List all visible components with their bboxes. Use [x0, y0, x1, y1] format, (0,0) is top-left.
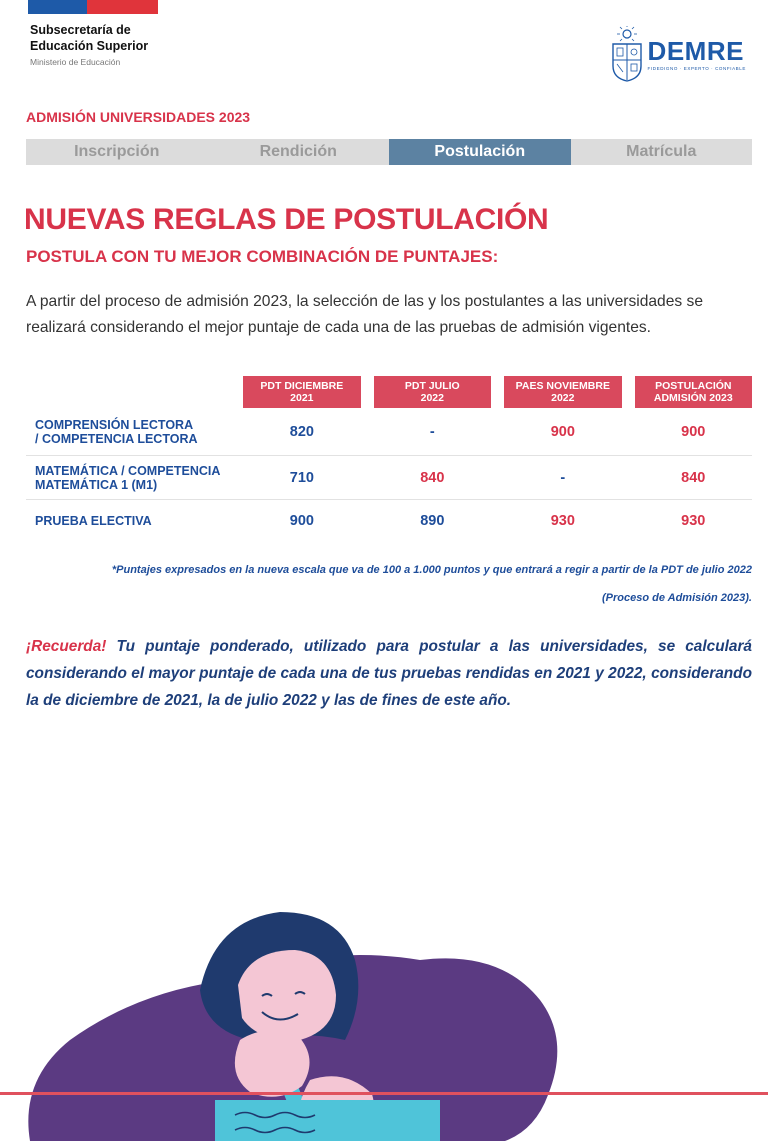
- reminder-text: Tu puntaje ponderado, utilizado para postular a las universidades, se calculará considerando el mayor puntaje de cada una de tus pruebas rendidas en 2021 y 2022, considerando la de diciembre de 2021, la de julio 2022 y las de fines de este año.: [26, 638, 752, 709]
- demre-logo: [610, 26, 746, 82]
- university-shield-icon: [610, 26, 644, 82]
- table-cell: -: [560, 469, 566, 486]
- scale-footnote: [12, 556, 752, 612]
- admission-title: ADMISIÓN UNIVERSIDADES 2023: [26, 109, 251, 125]
- reminder-paragraph: [26, 633, 752, 714]
- footnote-line-2: (Proceso de Admisión 2023).: [602, 592, 752, 604]
- footnote-line-1: *Puntajes expresados en la nueva escala que va de 100 a 1.000 puntos y que entrará a regir a partir de la PDT de julio 2022: [111, 564, 752, 576]
- ministry-line-2: Educación Superior: [30, 39, 149, 53]
- column-header: POSTULACIÓN ADMISIÓN 2023: [635, 376, 752, 408]
- column-header: PDT DICIEMBRE 2021: [243, 376, 360, 408]
- ministry-block: [30, 22, 148, 67]
- intro-paragraph: A partir del proceso de admisión 2023, la selección de las y los postulantes a las universidades se realizará considerando el mejor puntaje de cada una de las pruebas de admisión vigentes.: [26, 293, 703, 336]
- page-title: NUEVAS REGLAS DE POSTULACIÓN: [24, 203, 549, 236]
- row-label: COMPRENSIÓN LECTORA / COMPETENCIA LECTORA: [35, 417, 198, 446]
- step-inscripcion: Inscripción: [74, 143, 160, 160]
- table-cell: 820: [289, 423, 314, 440]
- process-steps: [26, 139, 752, 165]
- baseline-rule: [0, 1092, 768, 1095]
- step-rendicion: Rendición: [259, 143, 337, 160]
- table-cell: 930: [681, 513, 706, 529]
- table-cell: 710: [289, 469, 314, 486]
- table-row: [26, 408, 752, 456]
- table-cell: 900: [289, 513, 314, 529]
- column-header: PAES NOVIEMBRE 2022: [504, 376, 621, 408]
- step-matricula: Matrícula: [626, 143, 697, 160]
- table-cell: 840: [681, 469, 706, 486]
- logo-name: DEMRE: [647, 35, 744, 66]
- table-header: [26, 376, 752, 408]
- table-cell: 900: [681, 423, 706, 440]
- logo-tagline: FIDEDIGNO · EXPERTO · CONFIABLE: [647, 65, 746, 71]
- table-row: [26, 456, 752, 500]
- row-label: PRUEBA ELECTIVA: [35, 514, 152, 528]
- table-cell: 930: [550, 513, 575, 529]
- reminder-highlight: ¡Recuerda!: [26, 638, 107, 655]
- column-header: PDT JULIO 2022: [374, 376, 491, 408]
- step-postulacion: Postulación: [389, 139, 571, 165]
- ministry-line-1: Subsecretaría de: [30, 23, 131, 37]
- page-subtitle: POSTULA CON TU MEJOR COMBINACIÓN DE PUNTAJES:: [26, 247, 499, 266]
- table-cell: 840: [420, 469, 445, 486]
- table-row: [26, 500, 752, 542]
- row-label: MATEMÁTICA / COMPETENCIA MATEMÁTICA 1 (M1): [35, 463, 221, 492]
- table-cell: -: [429, 423, 435, 440]
- table-cell: 890: [420, 513, 445, 529]
- scores-table: [26, 376, 752, 542]
- flag-bar: [28, 0, 158, 14]
- student-writing-illustration: [0, 890, 768, 1141]
- ministry-line-3: Ministerio de Educación: [30, 57, 121, 67]
- table-cell: 900: [550, 423, 575, 440]
